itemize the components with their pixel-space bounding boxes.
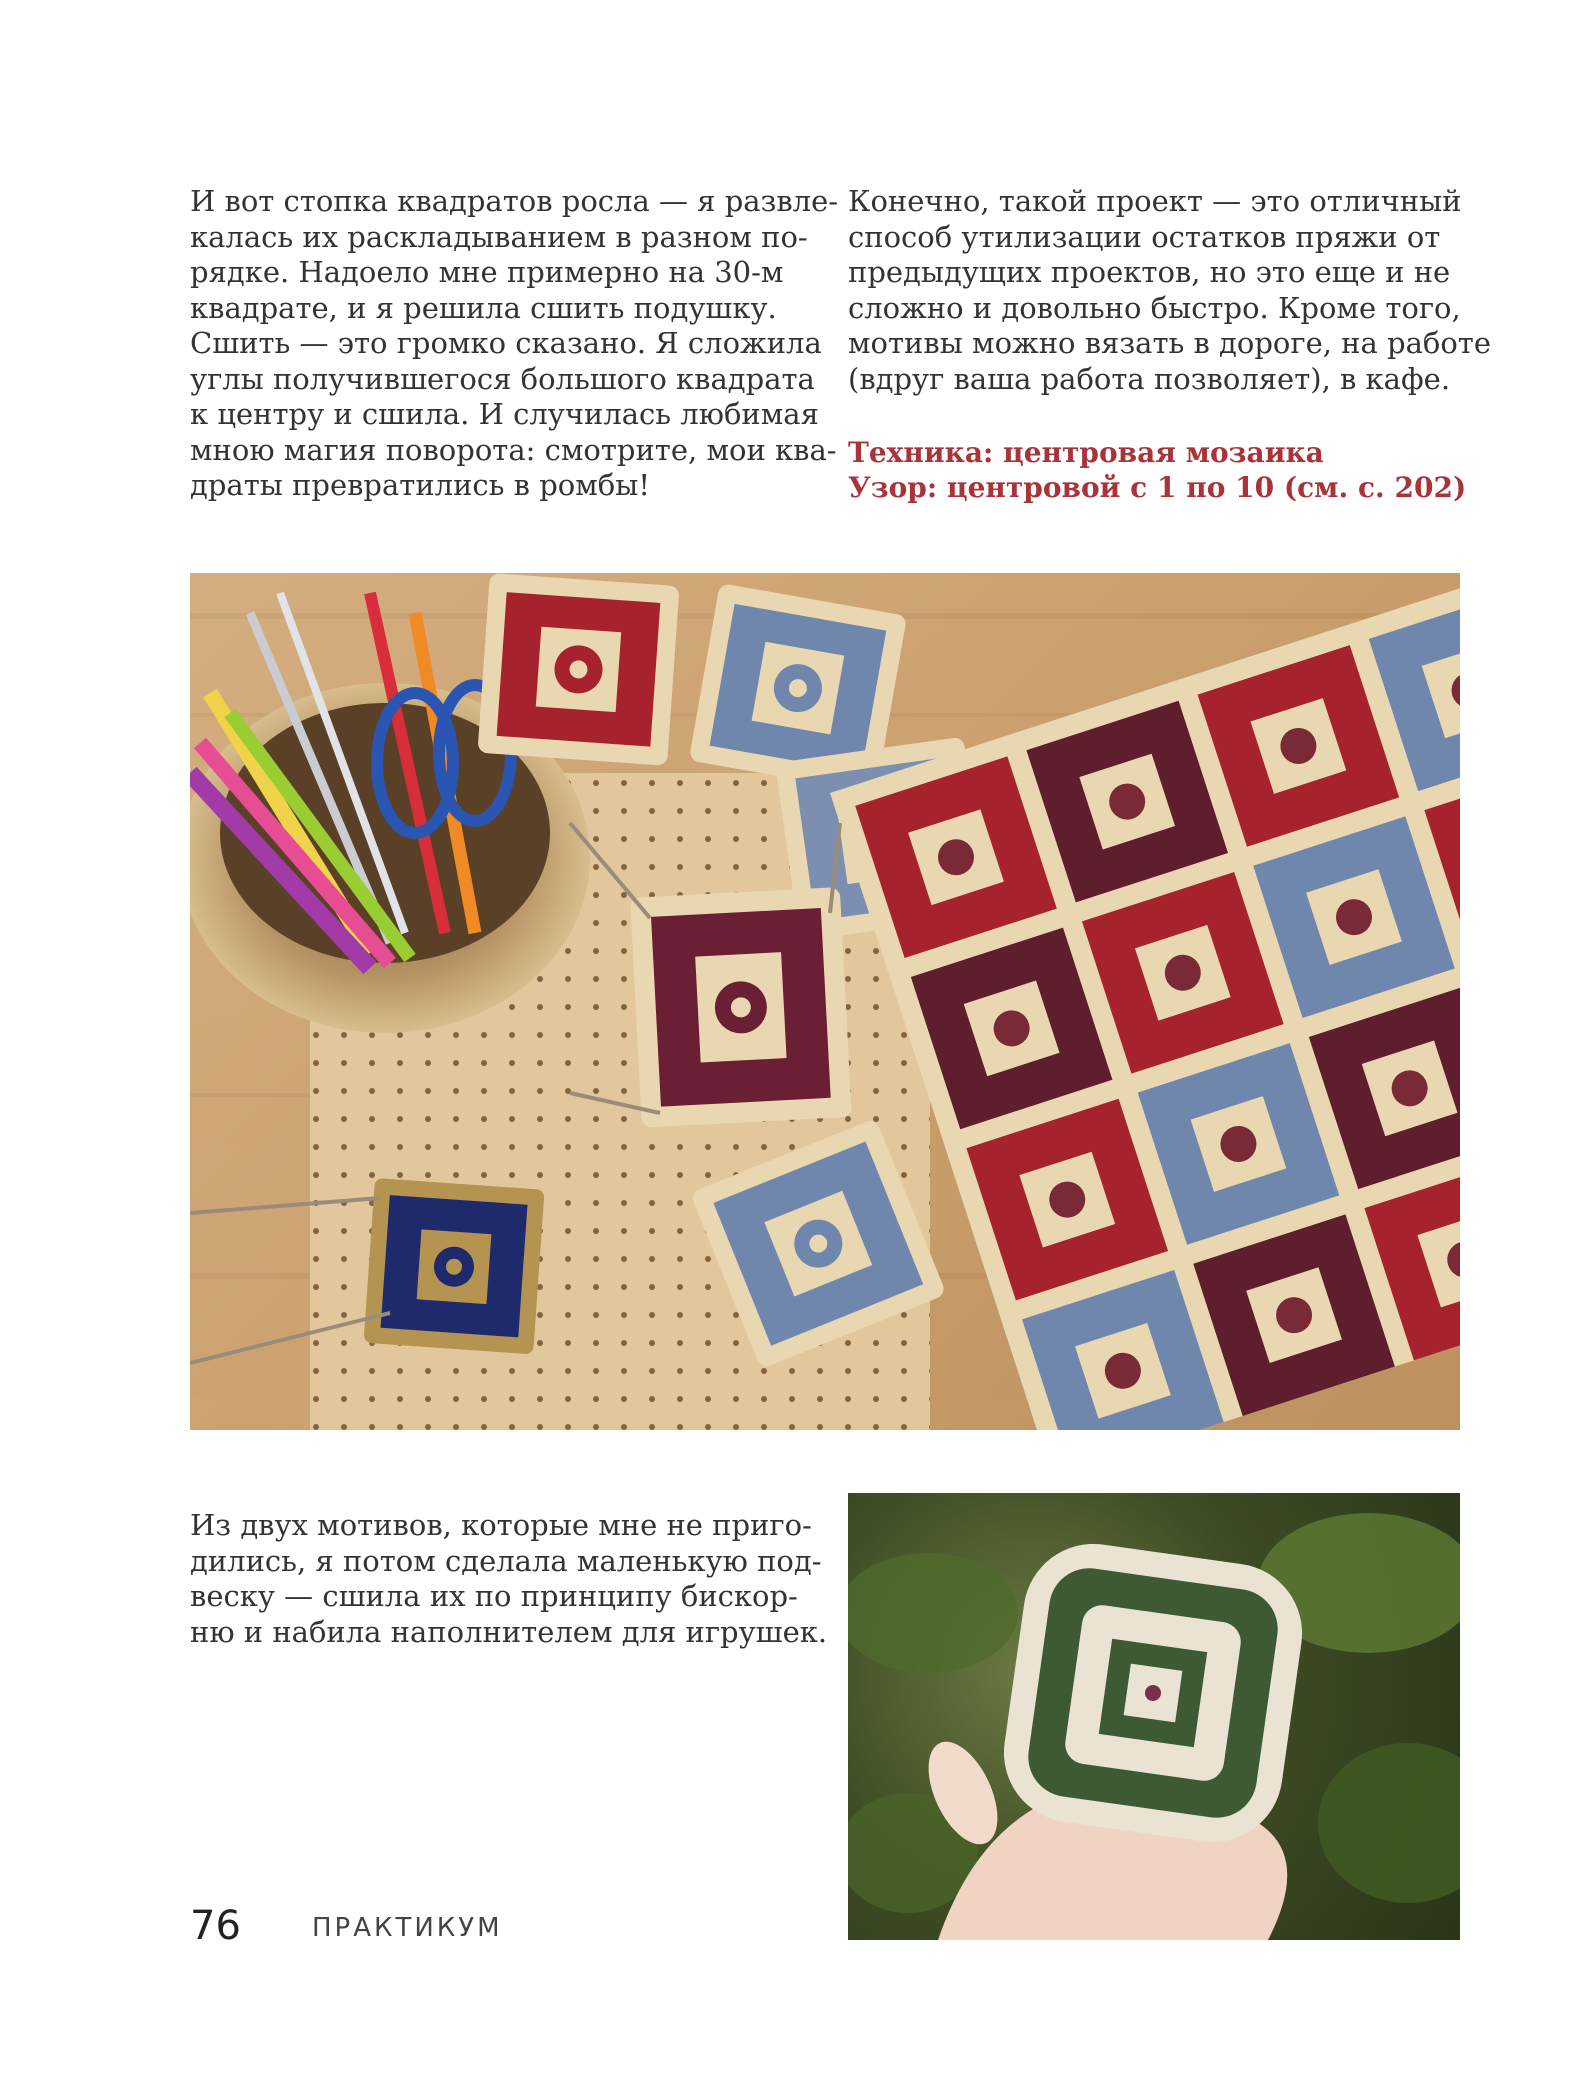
crochet-squares-photo	[190, 573, 1460, 1430]
text-line: (вдруг ваша работа позволяет), в кафе.	[848, 361, 1451, 396]
biscornu-photo	[848, 1493, 1460, 1940]
text-line: Сшить — это громко сказано. Я сложила	[190, 326, 822, 360]
text-line: предыдущих проектов, но это еще и не	[848, 255, 1451, 289]
technique-info	[848, 435, 1466, 505]
text-line: сложно и довольно быстро. Кроме того,	[848, 290, 1461, 325]
text-line: драты превратились в ромбы!	[190, 468, 650, 502]
text-line: И вот стопка квадратов росла — я развле-	[190, 184, 839, 218]
biscornu-illustration	[848, 1493, 1460, 1940]
text-line: Из двух мотивов, которые мне не приго-	[190, 1508, 812, 1542]
motif-square	[630, 887, 852, 1128]
text-line: способ утилизации остатков пряжи от	[848, 219, 1441, 254]
text-line: квадрате, и я решила сшить подушку.	[190, 290, 777, 325]
text-line: рядке. Надоело мне примерно на 30-м	[190, 255, 784, 289]
text-line: мною магия поворота: смотрите, мои ква-	[190, 432, 837, 467]
text-line: мотивы можно вязать в дороге, на работе	[848, 326, 1491, 360]
text-line: веску — сшила их по принципу бискор-	[190, 1579, 798, 1613]
text-line: ню и набила наполнителем для игрушек.	[190, 1614, 828, 1649]
biscornu-paragraph	[190, 1508, 827, 1650]
intro-paragraph-right	[848, 184, 1491, 397]
technique-line: Техника: центровая мозаика	[848, 436, 1324, 469]
motif-square	[477, 573, 679, 766]
text-line: калась их раскладыванием в разном по-	[190, 219, 808, 254]
pattern-line: Узор: центровой с 1 по 10 (см. с. 202)	[848, 471, 1467, 504]
text-line: Конечно, такой проект — это отличный	[848, 184, 1462, 218]
section-name: ПРАКТИКУМ	[312, 1913, 503, 1943]
text-line: дились, я потом сделала маленькую под-	[190, 1543, 822, 1578]
text-line: к центру и сшила. И случилась любимая	[190, 397, 819, 431]
intro-paragraph-left	[190, 184, 838, 504]
text-line: углы получившегося большого квадрата	[190, 361, 815, 396]
crochet-squares-illustration	[190, 573, 1460, 1430]
page-number: 76	[190, 1903, 241, 1949]
motif-square	[363, 1178, 544, 1354]
